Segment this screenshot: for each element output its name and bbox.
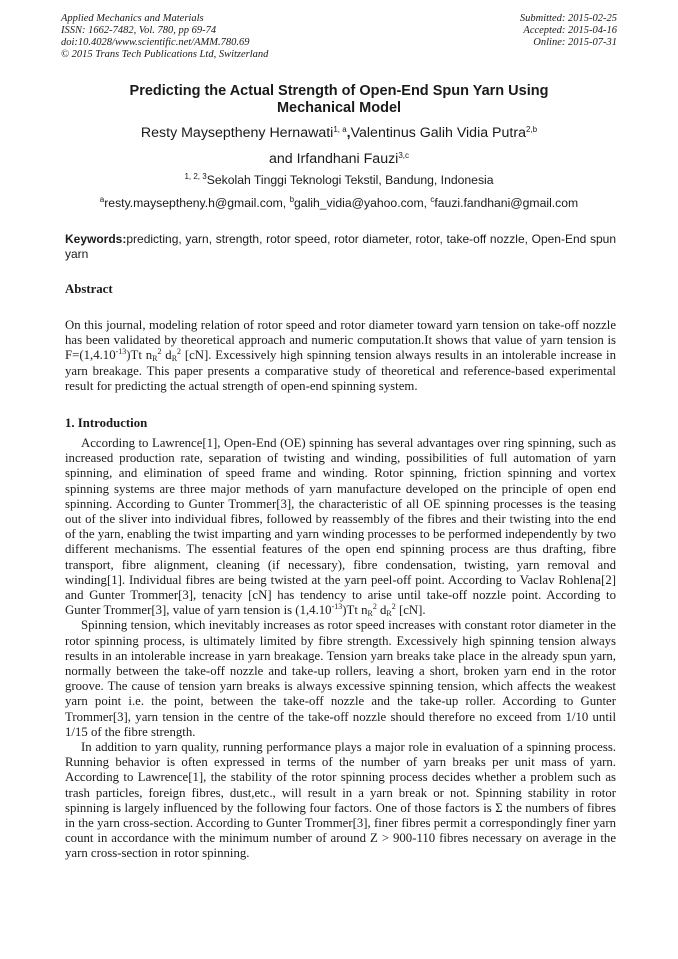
email-a: resty.mayseptheny.h@gmail.com, <box>104 196 290 210</box>
doi-line: doi:10.4028/www.scientific.net/AMM.780.69 <box>61 37 250 48</box>
abstract-superscript-2: 2 <box>177 347 182 357</box>
journal-name: Applied Mechanics and Materials <box>61 13 204 24</box>
intro-p1-text-1: According to Lawrence[1], Open-End (OE) spinning has several advantages over ring spinning, such as increased production rate, separation of twisting and winding, possibilities of full automation of yarn spinning, and elimination of speed frame and winding. Rotor spinning, friction spinning and vortex spinning systems are three major methods of yarn manufacture developed on the principle of open end spinning. According to Gunter Trommer[3], the characteristic of all OE spinning processes is the teasing out of the sliver into individual fibres, followed by reassembly of the fibres and their twisting into the end of the yarn, enabling the twist imparting and yarn winding processes to be performed independently by two different mechanisms. The essential features of the open end spinning process are thus drafting, fibre transport, fibre alignment, cleaning (if necessary), fibre condensation, twisting, yarn removal and winding[1]. Individual fibres are being twisted at the yarn peel-off point. According to Vaclav Rohlena[2] and Gunter Trommer[3], tenacity [cN] has tendency to arise until take-off nozzle point. According to Gunter Trommer[3], value of yarn tension is (1,4.10 <box>65 436 616 618</box>
intro-paragraph-1 <box>65 436 616 618</box>
introduction-body <box>65 436 616 862</box>
author-3-affil: 3,c <box>398 151 410 160</box>
affiliation-text: Sekolah Tinggi Teknologi Tekstil, Bandung, Indonesia <box>206 173 494 187</box>
email-b: galih_vidia@yahoo.com, <box>294 196 431 210</box>
intro-p1-exponent: -13 <box>331 602 343 612</box>
accepted-date: Accepted: 2015-04-16 <box>523 25 617 36</box>
section-heading-introduction: 1. Introduction <box>65 416 148 430</box>
affiliation <box>61 173 617 187</box>
intro-paragraph-3: In addition to yarn quality, running performance plays a major role in evaluation of a spinning process. Running behavior is often expressed in terms of the number of yarn breaks per unit mass of yarn. According to Lawrence[1], the stability of the rotor spinning process decides whether a problem such as trash particles, foreign fibres, dust,etc., will result in a yarn break or not. Spinning stability in rotor spinning is largely influenced by the following four factors. One of those factors is Σ the numbers of fibres in the yarn cross-section. According to Gunter Trommer[3], finer fibres permit a correspondingly finer yarn count in accordance with the minimum number of around Z > 900-110 fibres necessary on average in the yarn cross-section in rotor spinning. <box>65 740 616 861</box>
date-info <box>520 13 617 49</box>
abstract-text-3: d <box>161 348 172 363</box>
intro-p1-superscript-1: 2 <box>372 602 377 612</box>
online-date: Online: 2015-07-31 <box>533 37 617 48</box>
author-list <box>61 120 617 172</box>
issn-line: ISSN: 1662-7482, Vol. 780, pp 69-74 <box>61 25 217 36</box>
keywords-text: predicting, yarn, strength, rotor speed, rotor diameter, rotor, take-off nozzle, Open-End spun yarn <box>65 232 616 261</box>
intro-p1-text-2: )Tt n <box>342 603 368 618</box>
author-line-2 <box>61 146 617 172</box>
author-1-name: Resty Mayseptheny Hernawati <box>140 125 334 141</box>
abstract-body <box>65 318 616 394</box>
author-2-name: Valentinus Galih Vidia Putra <box>350 125 526 141</box>
copyright-line: © 2015 Trans Tech Publications Ltd, Switzerland <box>61 49 269 60</box>
email-c-mark: c <box>430 195 435 204</box>
abstract-heading: Abstract <box>65 282 113 296</box>
author-emails <box>61 196 617 210</box>
keywords-label: Keywords: <box>65 232 127 246</box>
author-1-affil: 1, a <box>333 125 347 134</box>
email-b-mark: b <box>289 195 295 204</box>
intro-p1-text-4: [cN]. <box>395 603 426 618</box>
abstract-subscript-1: R <box>152 354 158 364</box>
keywords <box>65 232 616 261</box>
email-c: fauzi.fandhani@gmail.com <box>434 196 579 210</box>
intro-p1-subscript-1: R <box>367 609 373 619</box>
abstract-exponent: -13 <box>115 347 127 357</box>
author-3-name: and Irfandhani Fauzi <box>268 151 399 167</box>
author-line-1 <box>61 120 617 146</box>
intro-paragraph-2: Spinning tension, which inevitably increases as rotor speed increases with constant rotor diameter in the rotor spinning process, is ultimately limited by fibre strength. Excessively high spinning tension always results in an intolerable increase in yarn breakage. Tension yarn breaks take place in the already spun yarn, normally between the take-off nozzle and take-up rollers, leaving a short, broken yarn end in the rotor groove. The cause of tension yarn breaks is always excessive spinning tension, which affects the weakest yarn point i.e. the point, between the take-off nozzle and the take-up roller. According to Gunter Trommer[3], yarn tension in the centre of the take-off nozzle should therefore no exceed from 1/10 until 1/15 of the fibre strength. <box>65 618 616 739</box>
title-line-1: Predicting the Actual Strength of Open-End Spun Yarn Using <box>129 83 549 99</box>
title-line-2: Mechanical Model <box>276 100 402 116</box>
journal-info <box>61 13 268 61</box>
affiliation-marks: 1, 2, 3 <box>184 172 207 181</box>
submitted-date: Submitted: 2015-02-25 <box>519 13 617 24</box>
author-2-affil: 2,b <box>525 125 538 134</box>
intro-p1-text-3: d <box>376 603 387 618</box>
intro-p1-subscript-2: R <box>386 609 392 619</box>
abstract-text-4: [cN]. Excessively high spinning tension always results in an intolerable increase in yarn breakage. This paper presents a comparative study of theoretical and reference-based experimental result for predicting the actual strength of open-end spinning system. <box>65 348 616 393</box>
author-separator: , <box>346 125 351 141</box>
abstract-text-1: On this journal, modeling relation of rotor speed and rotor diameter toward yarn tension on take-off nozzle has been validated by theoretical approach and numeric computation.It shows that value of yarn tension is F=(1,4.10 <box>65 318 616 363</box>
intro-p1-superscript-2: 2 <box>391 602 396 612</box>
abstract-text-2: )Tt n <box>126 348 153 363</box>
paper-title <box>61 83 617 117</box>
abstract-superscript-1: 2 <box>157 347 162 357</box>
email-a-mark: a <box>99 195 105 204</box>
abstract-subscript-2: R <box>171 354 178 364</box>
